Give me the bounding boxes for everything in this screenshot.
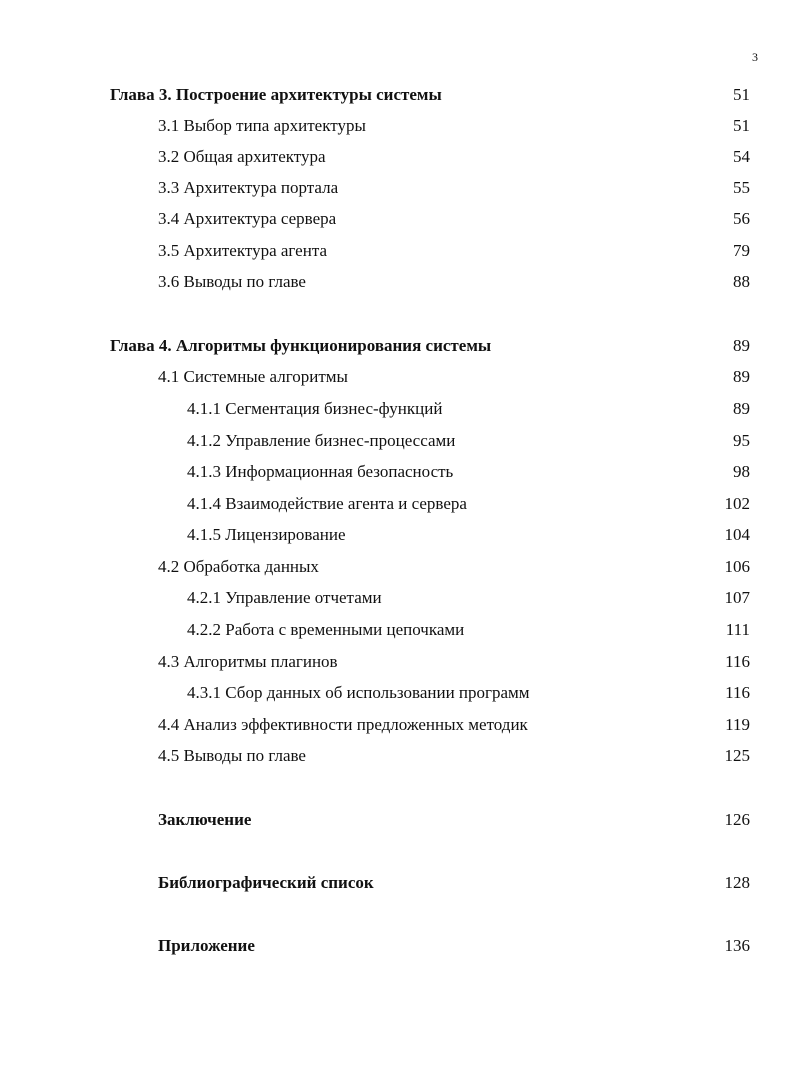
toc-page: 104 — [724, 525, 750, 544]
toc-item-3-6[interactable] — [0, 270, 799, 294]
toc-title: 4.1 Системные алгоритмы — [158, 367, 348, 386]
toc-title: Заключение — [158, 810, 252, 829]
toc-title: Приложение — [158, 936, 255, 955]
toc-item-3-4[interactable] — [0, 207, 799, 231]
toc-page: 102 — [724, 494, 750, 513]
toc-item-4-1-4[interactable] — [0, 492, 799, 516]
toc-title: 4.4 Анализ эффективности предложенных методик — [158, 715, 528, 734]
toc-page: 79 — [733, 241, 750, 260]
toc-title: 4.1.4 Взаимодействие агента и сервера — [187, 494, 467, 513]
toc-page: 107 — [724, 588, 750, 607]
toc-title: Библиографический список — [158, 873, 374, 892]
toc-title: 4.3 Алгоритмы плагинов — [158, 652, 338, 671]
toc-item-4-3[interactable] — [0, 650, 799, 674]
toc-title: 4.5 Выводы по главе — [158, 746, 306, 765]
toc-conclusion[interactable] — [0, 808, 799, 832]
toc-page: 128 — [724, 873, 750, 892]
page-number: 3 — [752, 50, 758, 64]
toc-title: Глава 4. Алгоритмы функционирования системы — [110, 336, 492, 355]
toc-page: 116 — [725, 652, 750, 671]
toc-page: 125 — [724, 746, 750, 765]
toc-title: 3.2 Общая архитектура — [158, 147, 326, 166]
toc-item-4-1-1[interactable] — [0, 397, 799, 421]
toc-item-3-1[interactable] — [0, 114, 799, 138]
toc-page: 88 — [733, 272, 750, 291]
toc-page: 51 — [733, 85, 750, 104]
toc-item-3-2[interactable] — [0, 145, 799, 169]
toc-page: 111 — [725, 620, 750, 639]
toc-item-4-5[interactable] — [0, 744, 799, 768]
toc-page: 54 — [733, 147, 750, 166]
toc-title: 4.1.3 Информационная безопасность — [187, 462, 454, 481]
toc-page: 116 — [725, 683, 750, 702]
toc-item-4-1-5[interactable] — [0, 523, 799, 547]
toc-item-4-2[interactable] — [0, 555, 799, 579]
toc-appendix[interactable] — [0, 934, 799, 958]
toc-title: Глава 3. Построение архитектуры системы — [110, 85, 442, 104]
toc-page: 89 — [733, 336, 750, 355]
toc-item-4-2-1[interactable] — [0, 586, 799, 610]
toc-item-4-3-1[interactable] — [0, 681, 799, 705]
toc-page: 95 — [733, 431, 750, 450]
toc-title: 4.3.1 Сбор данных об использовании программ — [187, 683, 530, 702]
toc-item-4-1[interactable] — [0, 365, 799, 389]
toc-title: 4.2.1 Управление отчетами — [187, 588, 382, 607]
toc-page: 55 — [733, 178, 750, 197]
toc-title: 3.5 Архитектура агента — [158, 241, 328, 260]
toc-chapter-4[interactable] — [0, 334, 799, 358]
toc-page: 126 — [724, 810, 750, 829]
toc-item-4-1-2[interactable] — [0, 429, 799, 453]
toc-page: 119 — [725, 715, 750, 734]
toc-page: 51 — [733, 116, 750, 135]
toc-page: 89 — [733, 399, 750, 418]
toc-title: 4.2 Обработка данных — [158, 557, 319, 576]
toc-page: 56 — [733, 209, 750, 228]
toc-chapter-3[interactable] — [0, 83, 799, 107]
toc-item-4-4[interactable] — [0, 713, 799, 737]
toc-page: 89 — [733, 367, 750, 386]
toc-bibliography[interactable] — [0, 871, 799, 895]
toc-title: 3.1 Выбор типа архитектуры — [158, 116, 366, 135]
toc-item-4-1-3[interactable] — [0, 460, 799, 484]
toc-title: 4.1.2 Управление бизнес-процессами — [187, 431, 456, 450]
toc-item-3-5[interactable] — [0, 239, 799, 263]
toc-title: 3.6 Выводы по главе — [158, 272, 306, 291]
toc-item-4-2-2[interactable] — [0, 618, 799, 642]
toc-page: 106 — [724, 557, 750, 576]
toc-title: 3.3 Архитектура портала — [158, 178, 339, 197]
toc-item-3-3[interactable] — [0, 176, 799, 200]
toc-page: 98 — [733, 462, 750, 481]
toc-title: 4.2.2 Работа с временными цепочками — [187, 620, 465, 639]
toc-title: 4.1.1 Сегментация бизнес-функций — [187, 399, 443, 418]
toc-page: 136 — [724, 936, 750, 955]
toc-title: 4.1.5 Лицензирование — [187, 525, 346, 544]
toc-title: 3.4 Архитектура сервера — [158, 209, 337, 228]
